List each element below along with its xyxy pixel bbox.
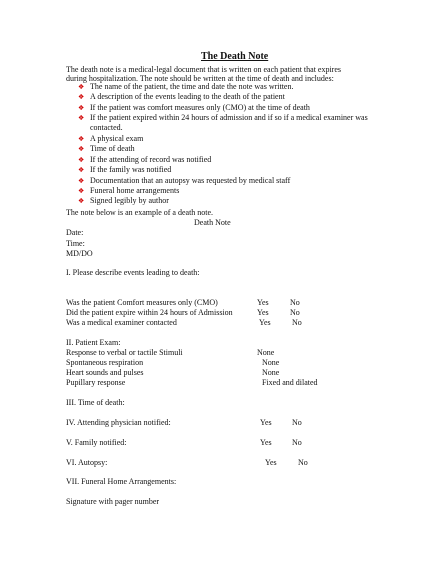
list-item: ❖ A physical exam — [78, 133, 144, 143]
bullet-icon: ❖ — [78, 93, 85, 102]
bullet-icon: ❖ — [78, 83, 85, 91]
list-item: ❖ Documentation that an autopsy was requested by medical staff — [78, 175, 291, 185]
intro-line-1: The death note is a medical-legal document that is written on each patient that expires — [66, 65, 342, 74]
intro-line-2: during hospitalization. The note should be written at the time of death and includes: — [66, 74, 334, 83]
example-title: Death Note — [194, 218, 231, 227]
section-events: I. Please describe events leading to death: — [66, 268, 200, 277]
answer-yes: Yes — [259, 318, 271, 327]
exam-verbal-value: None — [257, 348, 275, 357]
answer-yes: Yes — [265, 458, 277, 467]
exam-pupil: Pupillary response — [66, 378, 126, 387]
bullet-icon: ❖ — [78, 134, 85, 143]
answer-no: No — [290, 308, 300, 317]
page-title: The Death Note — [201, 51, 269, 62]
section-autopsy: VI. Autopsy: — [66, 458, 108, 467]
example-intro: The note below is an example of a death note. — [66, 208, 214, 217]
md-label: MD/DO — [66, 249, 93, 258]
answer-yes: Yes — [257, 308, 269, 317]
bullet-icon: ❖ — [78, 103, 85, 112]
exam-respiration: Spontaneous respiration — [66, 358, 144, 367]
exam-respiration-value: None — [262, 358, 280, 367]
question-cmo: Was the patient Comfort measures only (CMO) — [66, 298, 218, 307]
contents-list — [78, 82, 380, 207]
list-item: ❖ The name of the patient, the time and date the note was written. — [78, 82, 294, 91]
answer-no: No — [290, 298, 300, 307]
bullet-icon: ❖ — [78, 197, 85, 206]
list-item: ❖ Signed legibly by author — [78, 196, 169, 206]
answer-yes: Yes — [257, 298, 269, 307]
answer-no: No — [292, 418, 302, 427]
bullet-icon: ❖ — [78, 186, 85, 195]
section-attending: IV. Attending physician notified: — [66, 418, 171, 427]
exam-verbal: Response to verbal or tactile Stimuli — [66, 348, 183, 357]
exam-pupil-value: Fixed and dilated — [262, 378, 318, 387]
bullet-icon: ❖ — [78, 166, 85, 175]
answer-yes: Yes — [260, 438, 272, 447]
answer-yes: Yes — [260, 418, 272, 427]
exam-heart: Heart sounds and pulses — [66, 368, 144, 377]
list-item: ❖ If the patient was comfort measures only (CMO) at the time of death — [78, 102, 310, 112]
list-item: ❖ If the family was notified — [78, 165, 172, 175]
answer-no: No — [292, 438, 302, 447]
list-item: ❖ If the patient expired within 24 hours of admission and if so if a medical examiner was contacted. — [78, 113, 368, 133]
answer-no: No — [298, 458, 308, 467]
date-label: Date: — [66, 228, 84, 237]
signature-line: Signature with pager number — [66, 497, 160, 506]
time-label: Time: — [66, 239, 85, 248]
bullet-icon: ❖ — [78, 155, 85, 164]
list-item: ❖ Time of death — [78, 144, 135, 154]
answer-no: No — [292, 318, 302, 327]
bullet-icon: ❖ — [78, 176, 85, 185]
section-funeral: VII. Funeral Home Arrangements: — [66, 477, 177, 486]
section-family: V. Family notified: — [66, 438, 127, 447]
section-exam: II. Patient Exam: — [66, 338, 121, 347]
question-24h: Did the patient expire within 24 hours of Admission — [66, 308, 233, 317]
list-item: ❖ Funeral home arrangements — [78, 185, 180, 195]
list-item: ❖ A description of the events leading to the death of the patient — [78, 92, 285, 102]
bullet-icon: ❖ — [78, 114, 85, 123]
bullet-icon: ❖ — [78, 145, 85, 154]
list-item: ❖ If the attending of record was notified — [78, 154, 212, 164]
section-time-of-death: III. Time of death: — [66, 398, 125, 407]
question-me: Was a medical examiner contacted — [66, 318, 177, 327]
exam-heart-value: None — [262, 368, 280, 377]
